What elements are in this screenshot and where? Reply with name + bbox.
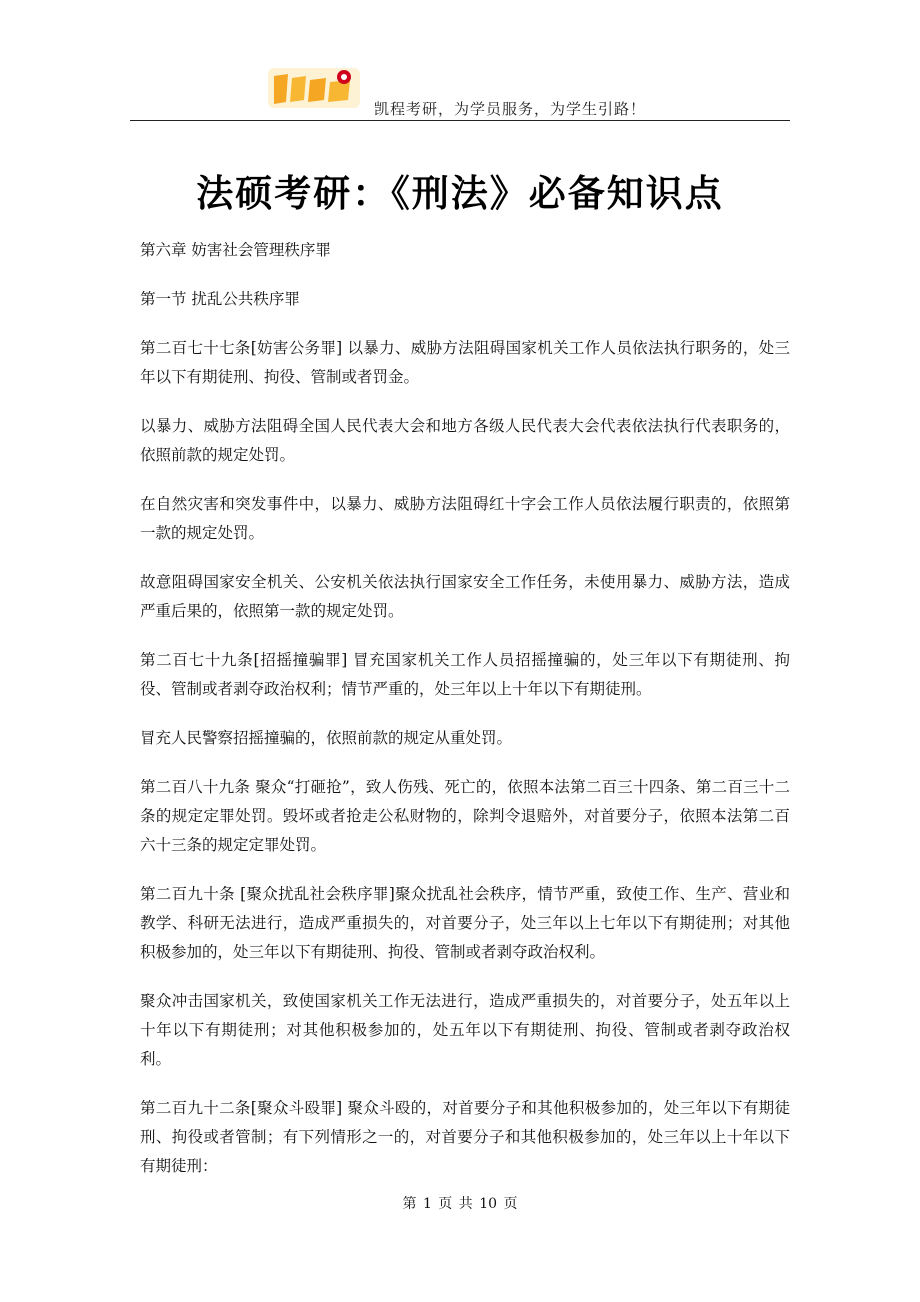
- body-paragraph: 在自然灾害和突发事件中，以暴力、威胁方法阻碍红十字会工作人员依法履行职责的，依照第一款的规定处罚。: [140, 495, 790, 542]
- header-slogan: 凯程考研，为学员服务，为学生引路！: [374, 100, 647, 118]
- body-paragraph: 故意阻碍国家安全机关、公安机关依法执行国家安全工作任务，未使用暴力、威胁方法，造成严重后果的，依照第一款的规定处罚。: [140, 573, 790, 620]
- document-title: 法硕考研：《刑法》必备知识点: [196, 171, 724, 215]
- body-paragraph: 以暴力、威胁方法阻碍全国人民代表大会和地方各级人民代表大会代表依法执行代表职务的，依照前款的规定处罚。: [140, 417, 790, 464]
- body-paragraph: 聚众冲击国家机关，致使国家机关工作无法进行，造成严重损失的，对首要分子，处五年以上十年以下有期徒刑；对其他积极参加的，处五年以下有期徒刑、拘役、管制或者剥夺政治权利。: [140, 992, 790, 1068]
- body-paragraph: 第二百八十九条 聚众“打砸抢”，致人伤残、死亡的，依照本法第二百三十四条、第二百三十二条的规定定罪处罚。毁坏或者抢走公私财物的，除判令退赔外，对首要分子，依照本法第二百六十三条的规定定罪处罚。: [140, 778, 790, 854]
- page-header: [130, 62, 790, 122]
- header-divider: [130, 120, 790, 121]
- page-number-footer: 第 1 页 共 10 页: [402, 1196, 518, 1212]
- section-heading: 第一节 扰乱公共秩序罪: [140, 290, 300, 308]
- body-paragraph: 第二百九十条 [聚众扰乱社会秩序罪]聚众扰乱社会秩序，情节严重，致使工作、生产、营业和教学、科研无法进行，造成严重损失的，对首要分子，处三年以上七年以下有期徒刑；对其他积极参加的，处三年以下有期徒刑、拘役、管制或者剥夺政治权利。: [140, 885, 790, 961]
- kaicheng-logo-icon: [268, 66, 360, 110]
- body-paragraph: 第二百七十九条[招摇撞骗罪] 冒充国家机关工作人员招摇撞骗的，处三年以下有期徒刑、拘役、管制或者剥夺政治权利；情节严重的，处三年以上十年以下有期徒刑。: [140, 651, 790, 698]
- body-paragraph: 第二百九十二条[聚众斗殴罪] 聚众斗殴的，对首要分子和其他积极参加的，处三年以下有期徒刑、拘役或者管制；有下列情形之一的，对首要分子和其他积极参加的，处三年以上十年以下有期徒刑：: [140, 1099, 790, 1175]
- chapter-heading: 第六章 妨害社会管理秩序罪: [140, 241, 331, 259]
- document-body: [140, 236, 790, 1201]
- body-paragraph: 第二百七十七条[妨害公务罪] 以暴力、威胁方法阻碍国家机关工作人员依法执行职务的，处三年以下有期徒刑、拘役、管制或者罚金。: [140, 339, 790, 386]
- body-paragraph: 冒充人民警察招摇撞骗的，依照前款的规定从重处罚。: [140, 729, 513, 747]
